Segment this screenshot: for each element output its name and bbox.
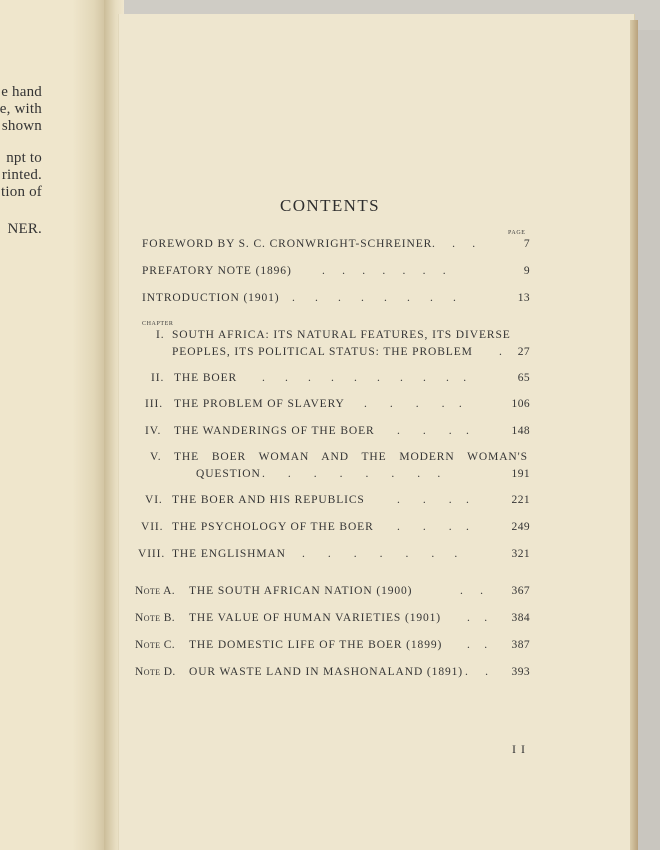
toc-entry-page: 367 xyxy=(511,585,530,597)
toc-chapter-5 xyxy=(142,451,532,485)
chapter-number: VII. xyxy=(141,521,164,533)
toc-entry-label: INTRODUCTION (1901) xyxy=(142,292,280,304)
toc-entry-page: 384 xyxy=(511,612,530,624)
contents-title: CONTENTS xyxy=(280,196,380,215)
page-number: I I xyxy=(512,742,526,756)
toc-entry-label: THE ENGLISHMAN xyxy=(172,548,286,560)
chapter-number: I. xyxy=(156,329,165,341)
toc-entry-page: 393 xyxy=(511,666,530,678)
toc-chapter-1 xyxy=(142,329,532,363)
toc-entry-label-continued: QUESTION xyxy=(196,468,261,480)
left-page-line: tion of xyxy=(1,184,42,200)
note-prefix: Note B. xyxy=(135,612,176,624)
toc-entry-page: 9 xyxy=(523,265,530,277)
page-column-label: PAGE xyxy=(508,230,526,236)
toc-entry-label: SOUTH AFRICA: ITS NATURAL FEATURES, ITS DIVERSE xyxy=(172,329,511,341)
leader-dots: . . xyxy=(467,639,488,651)
leader-dots: . xyxy=(499,346,502,358)
leader-dots: . . . . . xyxy=(364,398,462,410)
toc-entry-page: 65 xyxy=(517,372,530,384)
toc-entry-page: 321 xyxy=(511,548,530,560)
left-page-line: NER. xyxy=(7,221,42,237)
leader-dots: . . . xyxy=(432,238,476,250)
chapter-column-label: CHAPTER xyxy=(142,321,174,327)
toc-entry-label-continued: PEOPLES, ITS POLITICAL STATUS: THE PROBLEM xyxy=(172,346,473,358)
chapter-number: VI. xyxy=(145,494,163,506)
toc-entry-page: 7 xyxy=(523,238,530,250)
leader-dots: . . . . xyxy=(397,521,469,533)
toc-entry-label: PREFATORY NOTE (1896) xyxy=(142,265,292,277)
leader-dots: . . . . . . . . . . xyxy=(262,372,467,384)
leader-dots: . . . . . . . xyxy=(302,548,458,560)
toc-entry-label: THE BOER WOMAN AND THE MODERN WOMAN'S xyxy=(174,451,528,463)
note-prefix: Note A. xyxy=(135,585,176,597)
toc-entry-page: 221 xyxy=(511,494,530,506)
left-page-line: npt to xyxy=(6,150,42,166)
toc-entry-page: 27 xyxy=(517,346,530,358)
chapter-number: VIII. xyxy=(138,548,166,560)
note-prefix: Note C. xyxy=(135,639,176,651)
toc-entry-page: 148 xyxy=(511,425,530,437)
leader-dots: . . xyxy=(467,612,488,624)
left-page-line: e hand xyxy=(1,84,42,100)
toc-entry-label: THE VALUE OF HUMAN VARIETIES (1901) xyxy=(189,612,442,624)
leader-dots: . . xyxy=(465,666,488,678)
leader-dots: . . . . xyxy=(397,494,469,506)
leader-dots: . . xyxy=(460,585,483,597)
toc-entry-label: FOREWORD BY S. C. CRONWRIGHT-SCHREINER xyxy=(142,238,433,250)
toc-entry-page: 191 xyxy=(511,468,530,480)
left-page-line: shown xyxy=(1,118,42,134)
toc-entry-label: THE PSYCHOLOGY OF THE BOER xyxy=(172,521,374,533)
toc-entry-label: THE WANDERINGS OF THE BOER xyxy=(174,425,375,437)
toc-entry-page: 106 xyxy=(511,398,530,410)
chapter-number: IV. xyxy=(145,425,162,437)
toc-entry-label: OUR WASTE LAND IN MASHONALAND (1891) xyxy=(189,666,463,678)
left-page-line: e, with xyxy=(0,101,42,117)
chapter-number: V. xyxy=(150,451,162,463)
leader-dots: . . . . xyxy=(397,425,469,437)
page-edge xyxy=(630,20,638,850)
left-page xyxy=(0,0,108,850)
toc-entry-page: 387 xyxy=(511,639,530,651)
toc-entry-label: THE SOUTH AFRICAN NATION (1900) xyxy=(189,585,413,597)
toc-entry-label: THE BOER xyxy=(174,372,238,384)
left-page-line: rinted. xyxy=(1,167,42,183)
chapter-number: III. xyxy=(145,398,163,410)
leader-dots: . . . . . . . . xyxy=(262,468,441,480)
leader-dots: . . . . . . . xyxy=(322,265,446,277)
toc-entry-label: THE DOMESTIC LIFE OF THE BOER (1899) xyxy=(189,639,443,651)
leader-dots: . . . . . . . . xyxy=(292,292,456,304)
chapter-number: II. xyxy=(151,372,165,384)
note-prefix: Note D. xyxy=(135,666,176,678)
toc-entry-page: 13 xyxy=(517,292,530,304)
toc-entry-label: THE BOER AND HIS REPUBLICS xyxy=(172,494,365,506)
toc-entry-page: 249 xyxy=(511,521,530,533)
toc-entry-label: THE PROBLEM OF SLAVERY xyxy=(174,398,345,410)
